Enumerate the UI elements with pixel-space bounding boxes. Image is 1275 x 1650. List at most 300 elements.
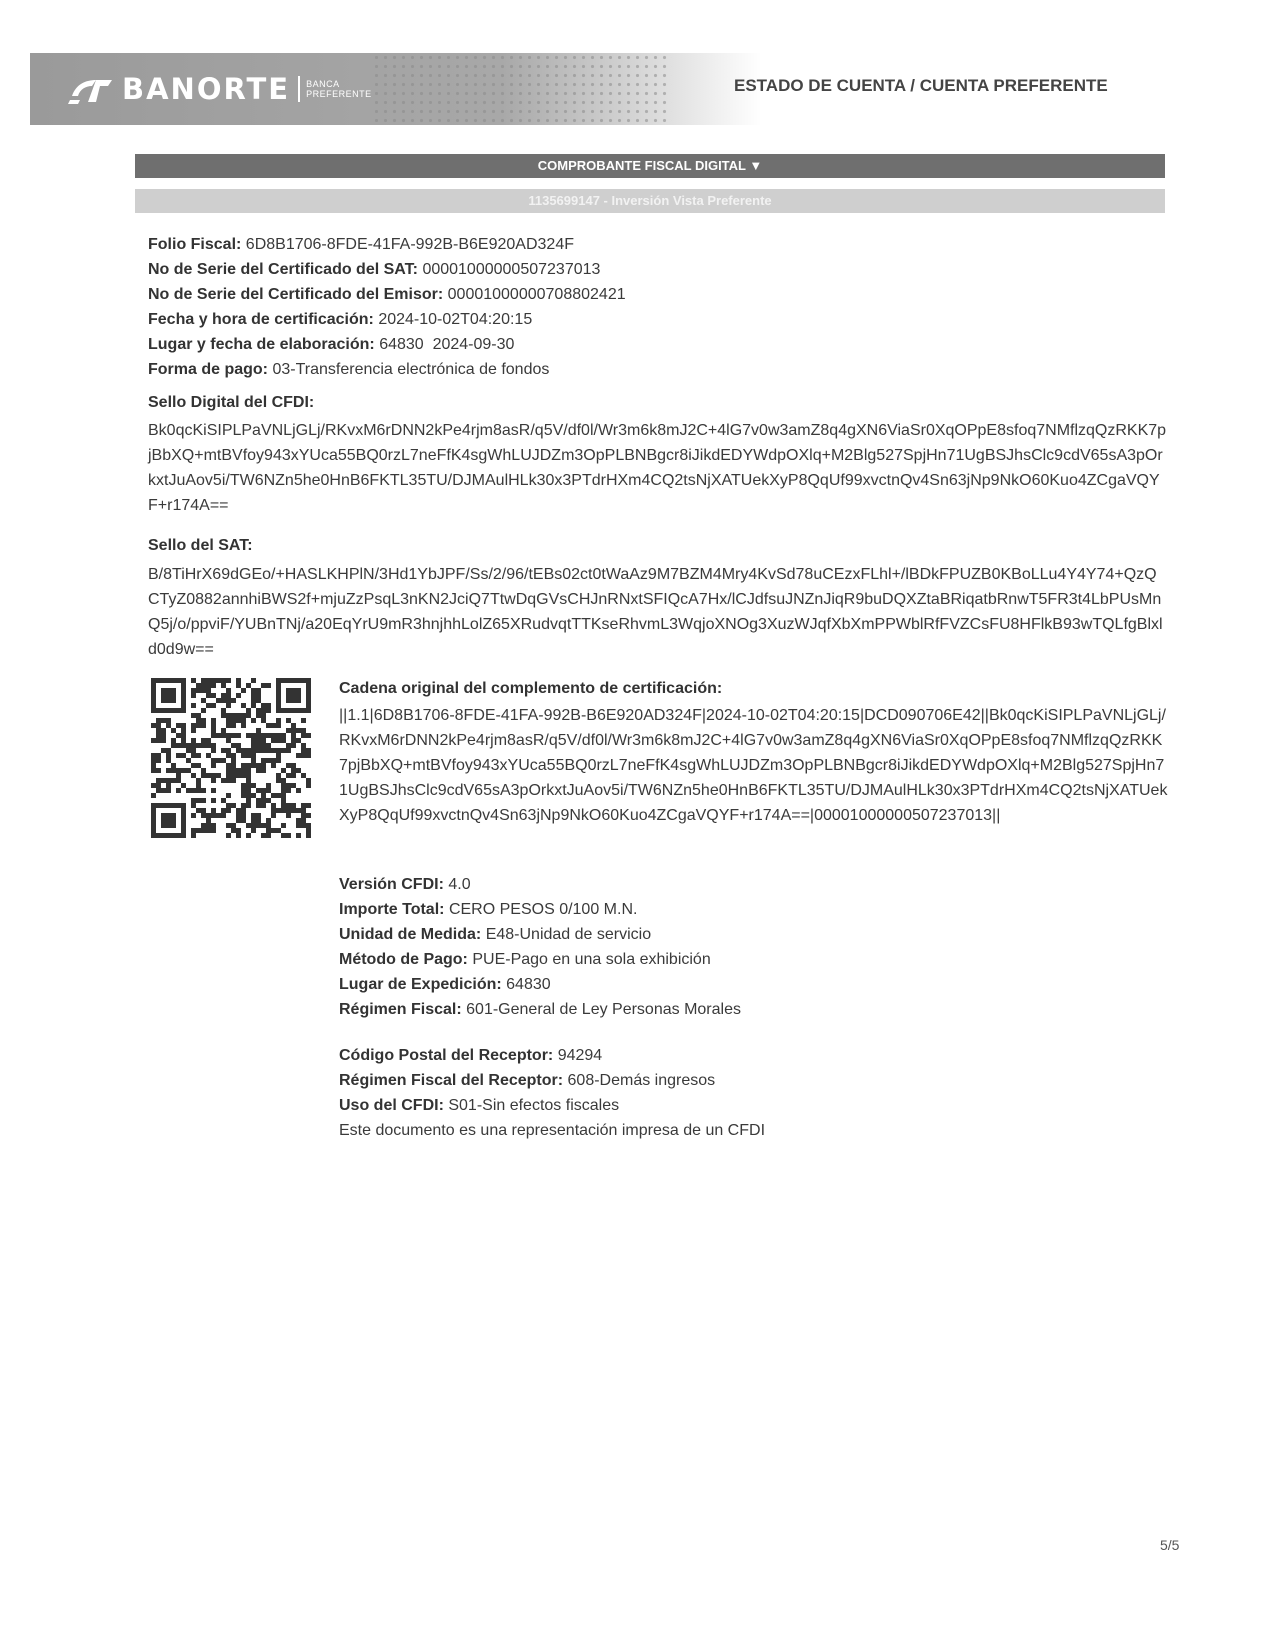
qr-module <box>306 833 311 838</box>
brand-sub-line1: BANCA <box>306 79 340 89</box>
qr-module <box>201 678 206 683</box>
qr-module <box>166 768 171 773</box>
qr-module <box>221 798 226 803</box>
qr-module <box>261 738 266 743</box>
brand-sub-line2: PREFERENTE <box>306 89 372 99</box>
qr-module <box>241 793 246 798</box>
qr-module <box>171 778 176 783</box>
qr-module <box>251 703 256 708</box>
qr-module <box>236 813 241 818</box>
qr-module <box>236 718 241 723</box>
qr-module <box>201 688 206 693</box>
qr-module <box>241 703 246 708</box>
qr-module <box>281 783 286 788</box>
qr-module <box>236 678 241 683</box>
qr-module <box>221 698 226 703</box>
qr-module <box>221 813 226 818</box>
qr-module <box>221 728 226 733</box>
qr-module <box>261 708 266 713</box>
page-number: 5/5 <box>1160 1537 1180 1553</box>
qr-module <box>271 828 276 833</box>
logo-divider <box>298 76 300 102</box>
qr-module <box>296 768 301 773</box>
lugar-exp-label: Lugar de Expedición: <box>339 976 502 993</box>
qr-module <box>166 783 171 788</box>
receptor-regimen-value: 608-Demás ingresos <box>567 1072 716 1089</box>
qr-module <box>171 738 176 743</box>
qr-module <box>256 713 261 718</box>
qr-module <box>286 783 291 788</box>
fecha-cert-value: 2024-10-02T04:20:15 <box>378 311 533 328</box>
qr-module <box>291 763 296 768</box>
qr-module <box>151 783 156 788</box>
qr-module <box>246 763 251 768</box>
qr-module <box>256 733 261 738</box>
qr-module <box>191 803 196 808</box>
qr-module <box>251 783 256 788</box>
qr-module <box>241 808 246 813</box>
qr-module <box>211 823 216 828</box>
qr-module <box>206 678 211 683</box>
qr-module <box>256 743 261 748</box>
qr-module <box>206 813 211 818</box>
qr-module <box>226 693 231 698</box>
qr-module <box>276 773 281 778</box>
qr-finder <box>286 688 301 703</box>
qr-module <box>286 833 291 838</box>
serie-emisor-label: No de Serie del Certificado del Emisor: <box>148 286 444 303</box>
qr-module <box>191 828 196 833</box>
receptor-regimen-row <box>339 1068 765 1093</box>
qr-module <box>231 803 236 808</box>
qr-module <box>251 743 256 748</box>
qr-module <box>201 773 206 778</box>
qr-module <box>256 768 261 773</box>
qr-module <box>286 803 291 808</box>
qr-module <box>236 693 241 698</box>
qr-module <box>241 773 246 778</box>
section-title-bar: COMPROBANTE FISCAL DIGITAL ▼ <box>135 154 1165 178</box>
qr-module <box>191 748 196 753</box>
qr-module <box>231 753 236 758</box>
qr-module <box>161 728 166 733</box>
qr-module <box>271 733 276 738</box>
representation-note: Este documento es una representación impresa de un CFDI <box>339 1122 766 1139</box>
qr-module <box>176 768 181 773</box>
qr-module <box>176 773 181 778</box>
qr-module <box>241 723 246 728</box>
qr-module <box>286 763 291 768</box>
qr-module <box>191 738 196 743</box>
sello-cfdi-value: Bk0qcKiSIPLPaVNLjGLj/RKvxM6rDNN2kPe4rjm8asR/q5V/df0l/Wr3m6k8mJ2C+4lG7v0w3amZ8q4gXN6ViaSr0XqOPpE8sfoq7NMflzqQzRKK7pjBbXQ+mtBVfoy943xYUca55BQ0rzL7neFfK4sgWhLUJDZm3OpPLBNBgcr8iJikdEDYWdpOXlq+M2Blg527SpjHn71UgBSJhsClc9cdV65sA3pOrkxtJuAov5i/TW6NZn5he0HnB6FKTL35TU/DJMAulHLk30x3PTdrHXm4CQ2tsNjXATUekXyP8QqUf99xvctnQv4Sn63jNp9NkO60Kuo4ZCgaVQYF+r174A== <box>148 422 1167 514</box>
qr-module <box>291 733 296 738</box>
qr-module <box>211 763 216 768</box>
qr-module <box>241 688 246 693</box>
qr-module <box>196 783 201 788</box>
qr-module <box>211 828 216 833</box>
receptor-cp-label: Código Postal del Receptor: <box>339 1047 554 1064</box>
qr-module <box>156 728 161 733</box>
qr-module <box>266 828 271 833</box>
qr-module <box>241 718 246 723</box>
qr-module <box>291 728 296 733</box>
qr-module <box>196 763 201 768</box>
receptor-details <box>339 1043 765 1143</box>
version-value: 4.0 <box>448 876 471 893</box>
qr-module <box>271 793 276 798</box>
qr-module <box>276 758 281 763</box>
qr-module <box>256 813 261 818</box>
qr-module <box>301 813 306 818</box>
qr-module <box>261 683 266 688</box>
qr-module <box>221 683 226 688</box>
qr-module <box>216 733 221 738</box>
qr-module <box>161 778 166 783</box>
fecha-cert-label: Fecha y hora de certificación: <box>148 311 374 328</box>
qr-module <box>191 723 196 728</box>
qr-module <box>201 798 206 803</box>
qr-module <box>151 738 156 743</box>
qr-module <box>156 783 161 788</box>
qr-module <box>246 713 251 718</box>
qr-module <box>266 783 271 788</box>
qr-module <box>301 728 306 733</box>
qr-module <box>251 813 256 818</box>
lugar-exp-row <box>339 972 741 997</box>
qr-module <box>251 748 256 753</box>
qr-module <box>251 763 256 768</box>
cadena-value: ||1.1|6D8B1706-8FDE-41FA-992B-B6E920AD324F|2024-10-02T04:20:15|DCD090706E42||Bk0qcKiSIPLPaVNLjGLj/RKvxM6rDNN2kPe4rjm8asR/q5V/df0l/Wr3m6k8mJ2C+4lG7v0w3amZ8q4gXN6ViaSr0XqOPpE8sfoq7NMflzqQzRKK7pjBbXQ+mtBVfoy943xYUca55BQ0rzL7neFfK4sgWhLUJDZm3OpPLBNBgcr8iJikdEDYWdpOXlq+M2Blg527SpjHn71UgBSJhsClc9cdV65sA3pOrkxtJuAov5i/TW6NZn5he0HnB6FKTL35TU/DJMAulHLk30x3PTdrHXm4CQ2tsNjXATUekXyP8QqUf99xvctnQv4Sn63jNp9NkO60Kuo4ZCgaVQYF+r174A==|00001000000507237013|| <box>339 707 1168 824</box>
qr-module <box>206 738 211 743</box>
qr-module <box>241 713 246 718</box>
qr-module <box>251 793 256 798</box>
qr-module <box>271 808 276 813</box>
qr-module <box>256 693 261 698</box>
qr-module <box>281 803 286 808</box>
qr-module <box>306 733 311 738</box>
qr-module <box>196 788 201 793</box>
qr-module <box>246 783 251 788</box>
qr-module <box>156 733 161 738</box>
qr-module <box>281 808 286 813</box>
qr-module <box>276 738 281 743</box>
qr-module <box>156 778 161 783</box>
qr-module <box>281 798 286 803</box>
qr-module <box>236 773 241 778</box>
qr-module <box>221 733 226 738</box>
qr-module <box>301 743 306 748</box>
qr-module <box>226 733 231 738</box>
qr-module <box>191 703 196 708</box>
qr-module <box>271 723 276 728</box>
qr-module <box>216 698 221 703</box>
qr-module <box>266 833 271 838</box>
qr-module <box>286 728 291 733</box>
qr-module <box>206 688 211 693</box>
qr-module <box>191 713 196 718</box>
qr-module <box>201 718 206 723</box>
qr-module <box>211 743 216 748</box>
fiscal-fields <box>148 232 626 382</box>
qr-module <box>281 748 286 753</box>
qr-module <box>271 813 276 818</box>
qr-module <box>211 788 216 793</box>
qr-module <box>201 708 206 713</box>
qr-module <box>256 728 261 733</box>
qr-module <box>236 683 241 688</box>
qr-module <box>211 748 216 753</box>
qr-module <box>286 718 291 723</box>
qr-module <box>241 813 246 818</box>
qr-module <box>156 753 161 758</box>
qr-module <box>231 723 236 728</box>
qr-module <box>226 823 231 828</box>
qr-module <box>226 688 231 693</box>
qr-module <box>261 748 266 753</box>
qr-module <box>211 798 216 803</box>
qr-module <box>176 723 181 728</box>
qr-module <box>161 718 166 723</box>
qr-module <box>191 728 196 733</box>
qr-module <box>246 778 251 783</box>
qr-module <box>156 788 161 793</box>
qr-module <box>186 743 191 748</box>
qr-module <box>231 718 236 723</box>
qr-module <box>306 783 311 788</box>
qr-module <box>296 808 301 813</box>
qr-module <box>191 813 196 818</box>
qr-module <box>211 683 216 688</box>
qr-module <box>181 783 186 788</box>
lugar-fecha-label: Lugar y fecha de elaboración: <box>148 336 375 353</box>
qr-module <box>151 753 156 758</box>
version-row <box>339 872 741 897</box>
qr-module <box>281 733 286 738</box>
qr-module <box>236 733 241 738</box>
qr-module <box>226 703 231 708</box>
qr-module <box>251 718 256 723</box>
qr-module <box>226 723 231 728</box>
regimen-row <box>339 997 741 1022</box>
qr-module <box>261 718 266 723</box>
qr-module <box>151 723 156 728</box>
qr-module <box>261 703 266 708</box>
forma-pago-value: 03-Transferencia electrónica de fondos <box>272 361 550 378</box>
qr-module <box>306 753 311 758</box>
qr-module <box>276 828 281 833</box>
document-title: ESTADO DE CUENTA / CUENTA PREFERENTE <box>734 76 1108 95</box>
qr-module <box>211 813 216 818</box>
qr-module <box>281 738 286 743</box>
qr-module <box>186 768 191 773</box>
qr-module <box>231 828 236 833</box>
qr-module <box>171 743 176 748</box>
qr-module <box>276 753 281 758</box>
regimen-value: 601-General de Ley Personas Morales <box>466 1001 741 1018</box>
qr-module <box>181 723 186 728</box>
qr-module <box>226 768 231 773</box>
qr-module <box>181 733 186 738</box>
qr-module <box>296 833 301 838</box>
qr-module <box>166 758 171 763</box>
qr-module <box>216 773 221 778</box>
uso-cfdi-row <box>339 1093 765 1118</box>
qr-module <box>216 758 221 763</box>
qr-module <box>211 703 216 708</box>
qr-module <box>286 743 291 748</box>
qr-module <box>266 743 271 748</box>
qr-module <box>291 803 296 808</box>
folio-row <box>148 232 626 257</box>
qr-module <box>231 713 236 718</box>
qr-module <box>276 793 281 798</box>
qr-module <box>161 733 166 738</box>
qr-module <box>181 738 186 743</box>
metodo-label: Método de Pago: <box>339 951 468 968</box>
qr-module <box>166 748 171 753</box>
qr-module <box>291 738 296 743</box>
qr-module <box>266 733 271 738</box>
qr-module <box>201 683 206 688</box>
cfdi-details <box>339 872 741 1022</box>
qr-module <box>266 703 271 708</box>
qr-module <box>276 778 281 783</box>
qr-module <box>281 778 286 783</box>
qr-module <box>281 823 286 828</box>
qr-module <box>191 743 196 748</box>
qr-module <box>221 748 226 753</box>
qr-module <box>261 743 266 748</box>
qr-module <box>246 798 251 803</box>
qr-module <box>226 778 231 783</box>
qr-module <box>251 733 256 738</box>
qr-module <box>256 688 261 693</box>
qr-module <box>291 808 296 813</box>
qr-module <box>241 753 246 758</box>
qr-module <box>151 793 156 798</box>
qr-module <box>176 733 181 738</box>
qr-module <box>271 748 276 753</box>
qr-module <box>261 798 266 803</box>
serie-sat-label: No de Serie del Certificado del SAT: <box>148 261 418 278</box>
receptor-regimen-label: Régimen Fiscal del Receptor: <box>339 1072 564 1089</box>
qr-module <box>236 818 241 823</box>
qr-module <box>181 753 186 758</box>
uso-cfdi-label: Uso del CFDI: <box>339 1097 444 1114</box>
qr-module <box>276 733 281 738</box>
qr-module <box>226 773 231 778</box>
qr-module <box>156 738 161 743</box>
qr-module <box>236 768 241 773</box>
qr-module <box>221 693 226 698</box>
brand-subtitle <box>306 79 372 99</box>
qr-module <box>201 813 206 818</box>
qr-module <box>226 713 231 718</box>
qr-module <box>206 823 211 828</box>
qr-module <box>196 808 201 813</box>
qr-module <box>281 833 286 838</box>
qr-module <box>276 718 281 723</box>
qr-module <box>296 738 301 743</box>
qr-module <box>226 753 231 758</box>
qr-module <box>186 788 191 793</box>
forma-pago-row <box>148 357 626 382</box>
qr-module <box>301 753 306 758</box>
qr-module <box>256 803 261 808</box>
qr-module <box>171 763 176 768</box>
qr-module <box>166 718 171 723</box>
qr-module <box>206 753 211 758</box>
qr-module <box>251 818 256 823</box>
qr-module <box>201 788 206 793</box>
qr-module <box>241 783 246 788</box>
qr-module <box>271 758 276 763</box>
qr-module <box>241 768 246 773</box>
qr-module <box>296 728 301 733</box>
qr-module <box>156 723 161 728</box>
qr-module <box>191 763 196 768</box>
qr-module <box>306 803 311 808</box>
qr-module <box>296 823 301 828</box>
qr-module <box>166 778 171 783</box>
forma-pago-label: Forma de pago: <box>148 361 269 378</box>
qr-module <box>166 788 171 793</box>
qr-module <box>261 733 266 738</box>
folio-value: 6D8B1706-8FDE-41FA-992B-B6E920AD324F <box>245 236 574 253</box>
qr-module <box>206 743 211 748</box>
qr-module <box>206 683 211 688</box>
qr-module <box>176 753 181 758</box>
qr-module <box>196 688 201 693</box>
qr-module <box>186 758 191 763</box>
importe-label: Importe Total: <box>339 901 445 918</box>
qr-module <box>226 718 231 723</box>
qr-module <box>211 808 216 813</box>
qr-module <box>286 813 291 818</box>
qr-module <box>301 733 306 738</box>
qr-module <box>201 828 206 833</box>
serie-sat-row <box>148 257 626 282</box>
qr-module <box>256 818 261 823</box>
qr-code <box>151 678 311 838</box>
qr-module <box>246 683 251 688</box>
qr-module <box>231 763 236 768</box>
qr-module <box>251 828 256 833</box>
qr-finder <box>161 813 176 828</box>
qr-module <box>186 748 191 753</box>
qr-module <box>171 728 176 733</box>
qr-module <box>231 773 236 778</box>
fecha-cert-row <box>148 307 626 332</box>
qr-module <box>151 758 156 763</box>
qr-module <box>191 688 196 693</box>
brand-name: BANORTE <box>122 72 291 106</box>
qr-module <box>201 768 206 773</box>
qr-module <box>306 778 311 783</box>
qr-module <box>251 753 256 758</box>
banorte-logo-icon <box>68 74 114 104</box>
metodo-value: PUE-Pago en una sola exhibición <box>472 951 711 968</box>
qr-module <box>246 708 251 713</box>
qr-module <box>151 763 156 768</box>
qr-module <box>251 698 256 703</box>
qr-module <box>226 763 231 768</box>
qr-module <box>196 683 201 688</box>
qr-module <box>226 698 231 703</box>
qr-module <box>196 778 201 783</box>
regimen-label: Régimen Fiscal: <box>339 1001 462 1018</box>
qr-module <box>301 808 306 813</box>
